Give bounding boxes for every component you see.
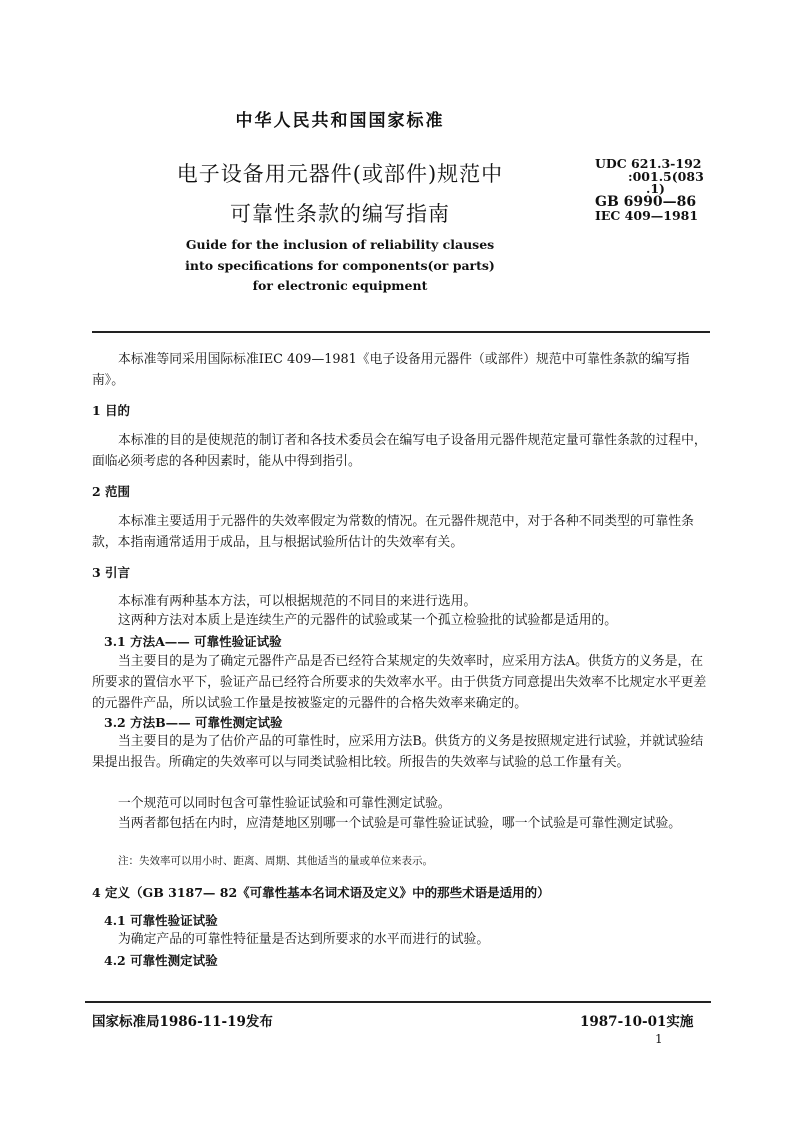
issue-date: 国家标准局1986-11-19发布 <box>92 1014 273 1030</box>
udc-code-line-1: UDC 621.3-192 <box>595 156 702 171</box>
subsection-3-2-heading: 3.2 方法B—— 可靠性测定试验 <box>104 715 283 730</box>
page-number: 1 <box>655 1032 663 1046</box>
subsection-4-1-text: 为确定产品的可靠性特征量是否达到所要求的水平而进行的试验。 <box>118 932 490 947</box>
section-2-heading: 2 范围 <box>92 484 131 499</box>
section-3-para-2: 这两种方法对本质上是连续生产的元器件的试验或某一个孤立检验批的试验都是适用的。 <box>118 613 618 628</box>
iec-code: IEC 409—1981 <box>595 208 699 223</box>
section-4-heading: 4 定义（GB 3187— 82《可靠性基本名词术语及定义》中的那些术语是适用的） <box>92 885 550 900</box>
english-title-line-1: Guide for the inclusion of reliability clauses <box>185 237 495 252</box>
subsection-3-1-text: 当主要目的是为了确定元器件产品是否已经符合某规定的失效率时，应采用方法A。供货方的义务是，在所要求的置信水平下，验证产品已经符合所要求的失效率水平。由于供货方同意提出失效率不比规定水平更差的元器件产品，所以试验工作量是按被鉴定的元器件的合格失效率来确定的。 <box>92 654 707 711</box>
header-divider <box>92 331 710 333</box>
section-3-note: 注：失效率可以用小时、距离、周期、其他适当的量或单位来表示。 <box>118 855 433 867</box>
subsection-3-2-text: 当主要目的是为了估价产品的可靠性时，应采用方法B。供货方的义务是按照规定进行试验，并就试验结果提出报告。所确定的失效率可以与同类试验相比较。所报告的失效率与试验的总工作量有关。 <box>92 734 704 770</box>
section-2-text: 本标准主要适用于元器件的失效率假定为常数的情况。在元器件规范中，对于各种不同类型的可靠性条款，本指南通常适用于成品，且与根据试验所估计的失效率有关。 <box>92 514 694 550</box>
effective-date: 1987-10-01实施 <box>580 1014 694 1030</box>
subsection-3-1-heading: 3.1 方法A—— 可靠性验证试验 <box>104 634 282 649</box>
udc-code-line-3: .1) <box>646 181 665 196</box>
english-title-line-2: into specifications for components(or parts) <box>185 258 495 273</box>
english-title-line-3: for electronic equipment <box>252 278 428 293</box>
section-1-text: 本标准的目的是使规范的制订者和各技术委员会在编写电子设备用元器件规范定量可靠性条款的过程中，面临必须考虑的各种因素时，能从中得到指引。 <box>92 433 707 469</box>
title-line-1: 电子设备用元器件(或部件)规范中 <box>176 162 504 186</box>
subsection-4-2-heading: 4.2 可靠性测定试验 <box>104 953 218 968</box>
subsection-4-1-heading: 4.1 可靠性验证试验 <box>104 913 218 928</box>
section-3-para-3: 一个规范可以同时包含可靠性验证试验和可靠性测定试验。 <box>118 796 451 811</box>
section-1-heading: 1 目的 <box>92 403 131 418</box>
footer-divider <box>85 1001 711 1003</box>
intro-paragraph: 本标准等同采用国际标准IEC 409—1981《电子设备用元器件（或部件）规范中可靠性条款的编写指南》。 <box>92 352 690 388</box>
gb-code: GB 6990—86 <box>595 194 697 210</box>
section-3-para-1: 本标准有两种基本方法，可以根据规范的不同目的来进行选用。 <box>118 594 477 609</box>
section-3-para-4: 当两者都包括在内时，应清楚地区别哪一个试验是可靠性验证试验，哪一个试验是可靠性测定试验。 <box>118 816 682 831</box>
udc-code-line-2: :001.5(083 <box>628 169 704 184</box>
title-line-2: 可靠性条款的编写指南 <box>230 202 450 226</box>
section-3-heading: 3 引言 <box>92 565 131 580</box>
national-standard-label: 中华人民共和国国家标准 <box>235 111 445 131</box>
